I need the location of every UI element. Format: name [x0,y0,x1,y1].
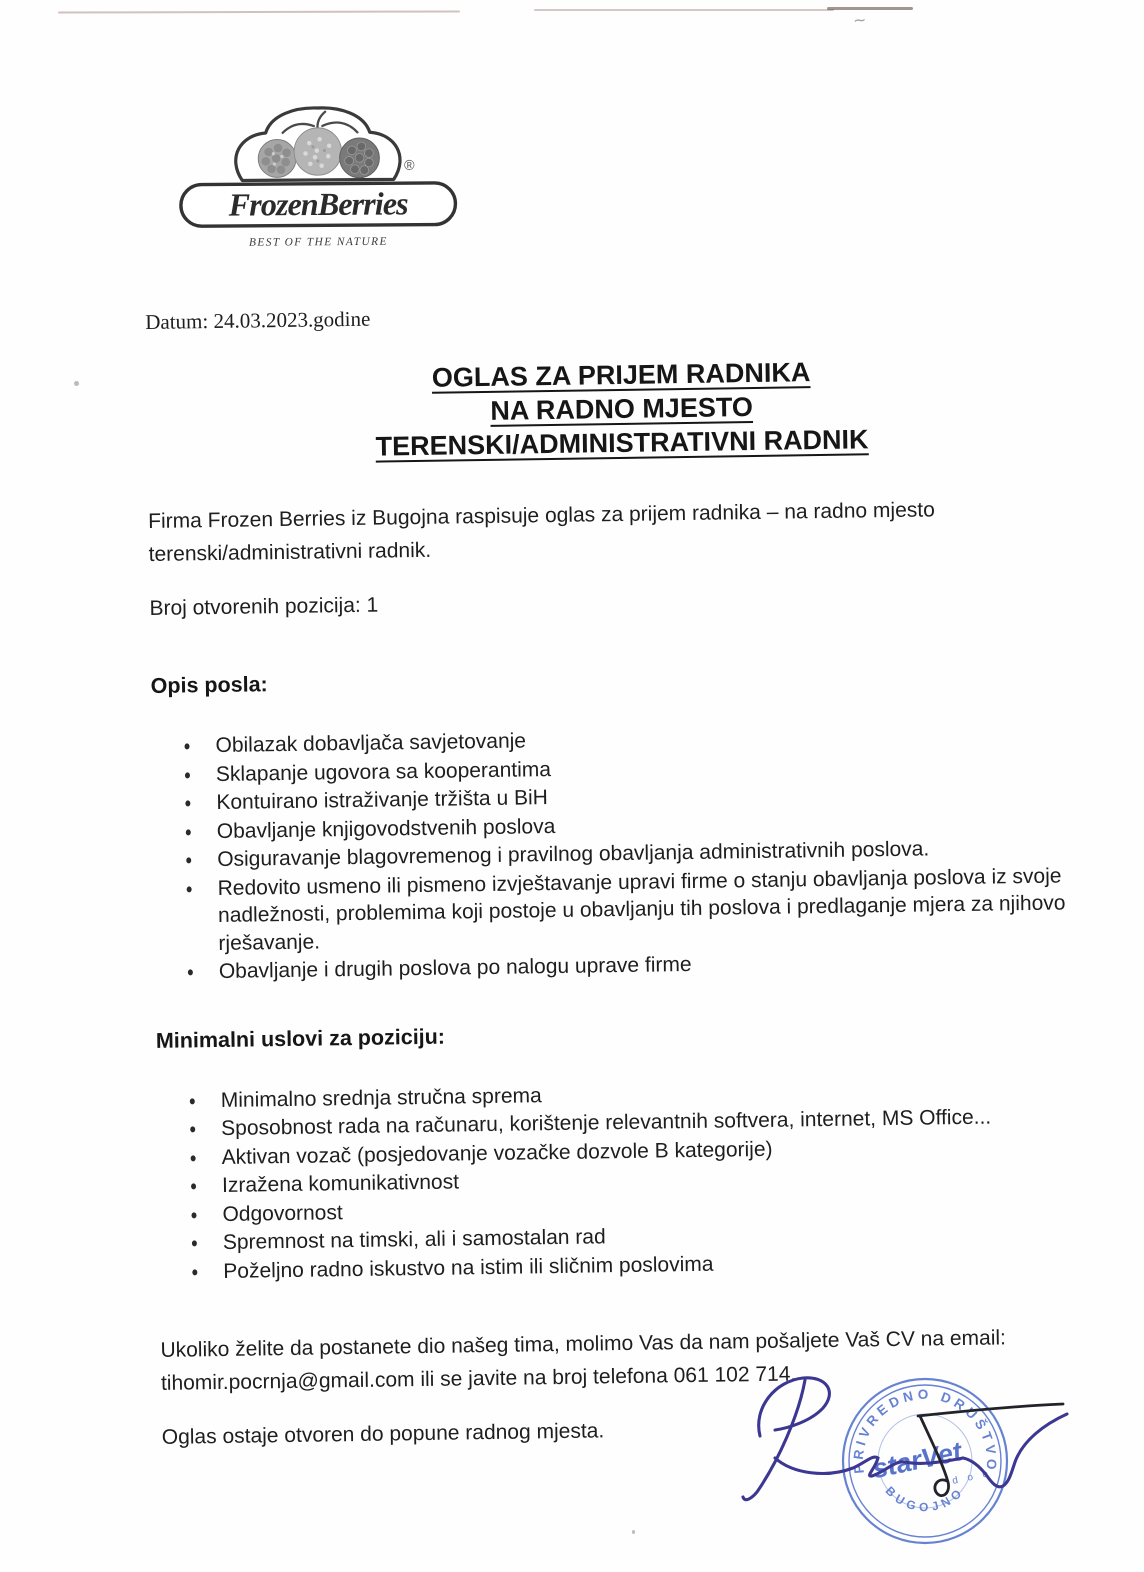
svg-text:BUGOJNO [883,1484,968,1515]
document-body [145,292,1112,1475]
scan-speck [632,1530,635,1534]
open-positions-line: Broj otvorenih pozicija: 1 [149,593,379,620]
stamp-sub-text: d o o [951,1467,993,1487]
stamp-center-text: starVet [869,1436,965,1485]
scan-artifact-line [534,9,834,11]
list-item: Obilazak dobavljača savjetovanje [215,719,1083,759]
logo-berry-right-icon [339,138,379,178]
requirements-heading: Minimalni uslovi za poziciju: [155,1024,446,1053]
logo-tagline: BEST OF THE NATURE [248,235,388,249]
list-item: Obavljanje knjigovodstvenih poslova [217,805,1085,845]
company-logo [175,103,460,255]
list-item: Sklapanje ugovora sa kooperantima [216,748,1084,788]
stamp-top-arc-text: PRIVREDNO DRUŠTVO [850,1387,1000,1475]
closing-paragraph: Oglas ostaje otvoren do popune radnog mjesta. [161,1419,605,1449]
scan-speck [74,381,79,386]
list-item: Kontuirano istraživanje tržišta u BiH [216,776,1084,816]
requirements-list [157,1073,1110,1286]
logo-wordmark: FrozenBerries [228,185,408,223]
title-line: TERENSKI/ADMINISTRATIVNI RADNIK [375,424,869,462]
scan-artifact-line [827,7,913,10]
list-item: Redovito usmeno ili pismeno izvještavanje upravi firme o stanju obavljanja poslova iz svoje nadležnosti, problemima koji postoje u obavljanju tih poslova i predlaganje mjera za njihovo rješavanje. [217,862,1086,957]
list-item: Izražena komunikativnost [222,1159,1090,1199]
list-item: Sposobnost rada na računaru, korištenje relevantnih softvera, internet, MS Office... [221,1102,1089,1142]
list-item: Odgovornost [222,1188,1090,1228]
list-item: Osiguravanje blagovremenog i pravilnog obavljanja administrativnih poslova. [217,833,1085,873]
title-line: OGLAS ZA PRIJEM RADNIKA [431,357,811,393]
title-line: NA RADNO MJESTO [490,391,754,426]
stamp-bottom-arc-text: BUGOJNO [882,1483,968,1515]
list-item: Poželjno radno iskustvo na istim ili sličnim poslovima [223,1245,1091,1285]
document-date: Datum: 24.03.2023.godine [145,306,371,334]
list-item: Obavljanje i drugih poslova po nalogu uprave firme [219,945,1087,985]
stamp-and-signature [715,1336,1083,1570]
logo-berry-middle-icon [294,128,342,176]
intro-paragraph: Firma Frozen Berries iz Bugojna raspisuje oglas za prijem radnika – na radno mjesto terenski/administrativni radnik. [148,498,935,566]
list-item: Aktivan vozač (posjedovanje vozačke dozvole B kategorije) [221,1131,1089,1171]
logo-registered-mark: ® [404,157,415,174]
job-description-heading: Opis posla: [150,672,268,698]
job-description-list [151,719,1105,987]
list-item: Spremnost na timski, ali i samostalan rad [223,1216,1091,1256]
scan-artifact-line [58,10,460,13]
scan-artifact-mark: ~ [852,9,868,33]
page-title [146,351,1097,467]
list-item: Minimalno srednja stručna sprema [221,1074,1089,1114]
logo-berry-left-icon [258,139,296,177]
contact-paragraph: Ukoliko želite da postanete dio našeg tima, molimo Vas da nam pošaljete Vaš CV na email: tihomir.pocrnja@gmail.com ili se javite na broj telefona 061 102 714. [160,1326,1007,1395]
